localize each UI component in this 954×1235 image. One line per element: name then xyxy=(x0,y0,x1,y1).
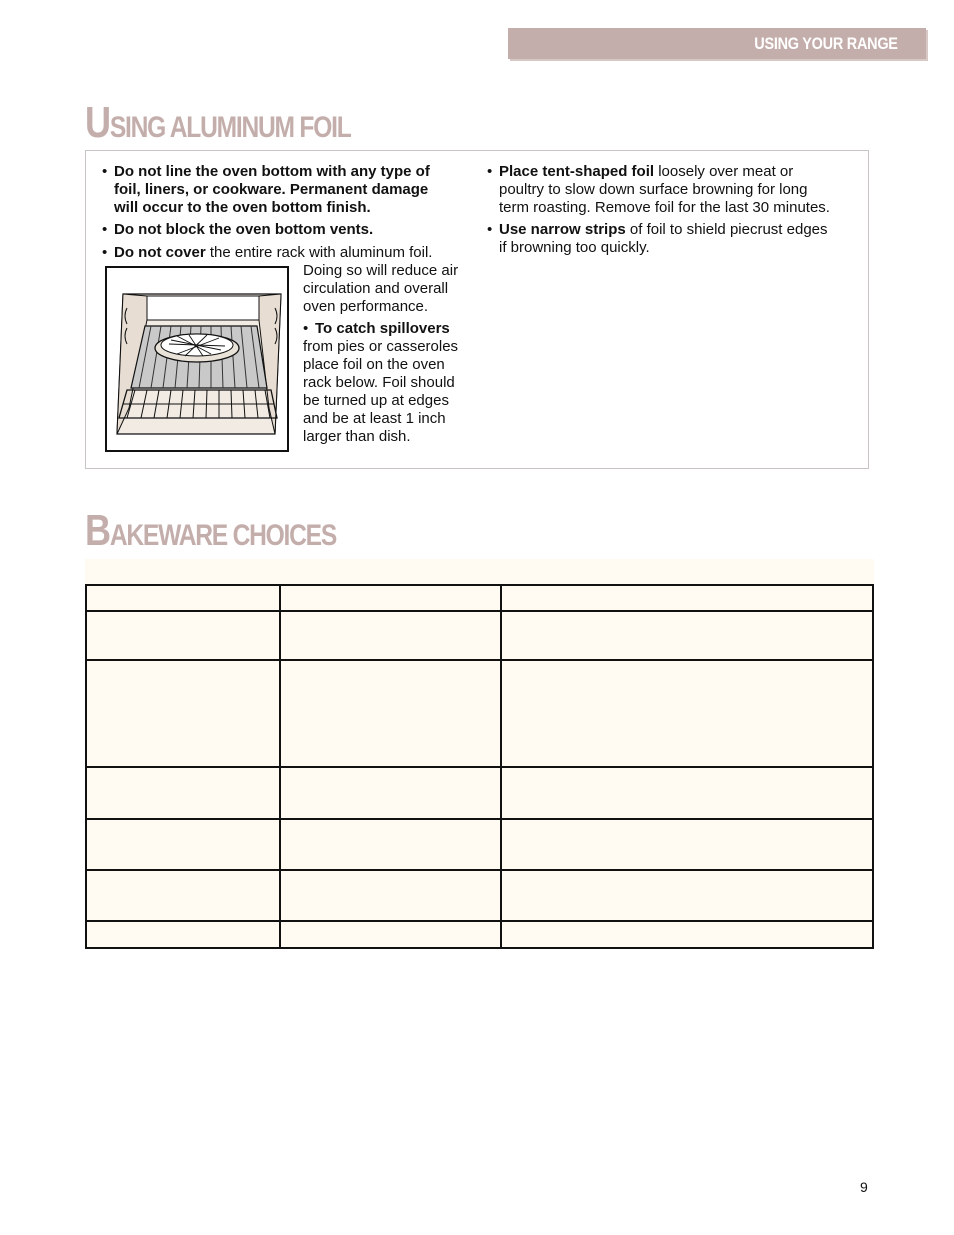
section-header-bar xyxy=(508,28,926,59)
section-header-label: USING YOUR RANGE xyxy=(754,33,898,53)
foil-bullet-no-cover-l3: circulation and overall xyxy=(303,280,449,297)
foil-bullet-strips-bold: Use narrow strips xyxy=(499,221,626,238)
foil-bullet-no-cover-l4: oven performance. xyxy=(303,298,429,315)
foil-bullet-no-line-bottom-l3: will occur to the oven bottom finish. xyxy=(114,199,371,216)
bakeware-title-initial: B xyxy=(85,506,110,555)
bullet-marker: • xyxy=(487,221,493,238)
bakeware-section-title xyxy=(85,506,336,556)
foil-bullet-no-line-bottom-l2: foil, liners, or cookware. Permanent damage xyxy=(114,181,429,198)
bullet-marker: • xyxy=(102,221,108,238)
foil-bullet-strips-l1 xyxy=(499,221,828,239)
foil-bullet-spillovers-l5: and be at least 1 inch xyxy=(303,410,446,427)
foil-bullet-spillovers-bold: To catch spillovers xyxy=(315,320,450,337)
foil-bullet-spillovers-l6: larger than dish. xyxy=(303,428,411,445)
table-rule xyxy=(85,584,874,586)
bullet-marker: • xyxy=(303,320,309,337)
table-rule xyxy=(500,584,502,948)
table-rule xyxy=(85,869,874,871)
foil-bullet-strips-l2: if browning too quickly. xyxy=(499,239,650,256)
foil-bullet-no-cover-text: the entire rack with aluminum foil. xyxy=(205,244,433,261)
table-rule xyxy=(279,584,281,948)
foil-bullet-spillovers-l4: be turned up at edges xyxy=(303,392,449,409)
table-rule xyxy=(85,659,874,661)
foil-bullet-tent-text: loosely over meat or xyxy=(654,163,794,180)
foil-bullet-no-block-vents: Do not block the oven bottom vents. xyxy=(114,221,374,238)
foil-title-initial: U xyxy=(85,98,110,147)
foil-bullet-no-cover-l2: Doing so will reduce air xyxy=(303,262,459,279)
bullet-marker: • xyxy=(102,163,108,180)
table-rule xyxy=(85,818,874,820)
foil-bullet-spillovers-l2: place foil on the oven xyxy=(303,356,445,373)
foil-bullet-tent-bold: Place tent-shaped foil xyxy=(499,163,655,180)
foil-bullet-no-cover-l1 xyxy=(114,244,432,262)
bakeware-table xyxy=(85,584,874,948)
foil-bullet-tent-l2: poultry to slow down surface browning for long xyxy=(499,181,808,198)
table-rule xyxy=(85,947,874,949)
oven-rack-with-pie-on-foil-icon xyxy=(105,266,289,452)
foil-bullet-spillovers-l3: rack below. Foil should xyxy=(303,374,455,391)
foil-bullet-strips-text: of foil to shield piecrust edges xyxy=(625,221,828,238)
table-rule xyxy=(85,766,874,768)
table-rule xyxy=(85,920,874,922)
foil-title-rest: SING ALUMINUM FOIL xyxy=(109,111,351,144)
bakeware-title-rest: AKEWARE CHOICES xyxy=(109,519,337,552)
foil-bullet-no-cover-bold: Do not cover xyxy=(114,244,206,261)
foil-bullet-tent-l3: term roasting. Remove foil for the last 30 minutes. xyxy=(499,199,830,216)
bullet-marker: • xyxy=(487,163,493,180)
page-number: 9 xyxy=(860,1179,868,1195)
table-rule xyxy=(85,584,87,948)
bullet-marker: • xyxy=(102,244,108,261)
foil-bullet-tent-l1 xyxy=(499,163,793,181)
foil-bullet-spillovers-l1: from pies or casseroles xyxy=(303,338,459,355)
foil-bullet-no-line-bottom-l1: Do not line the oven bottom with any type of xyxy=(114,163,430,180)
oven-illustration-drawing xyxy=(107,268,287,450)
foil-section-title xyxy=(85,98,351,148)
table-rule xyxy=(872,584,874,948)
table-rule xyxy=(85,610,874,612)
